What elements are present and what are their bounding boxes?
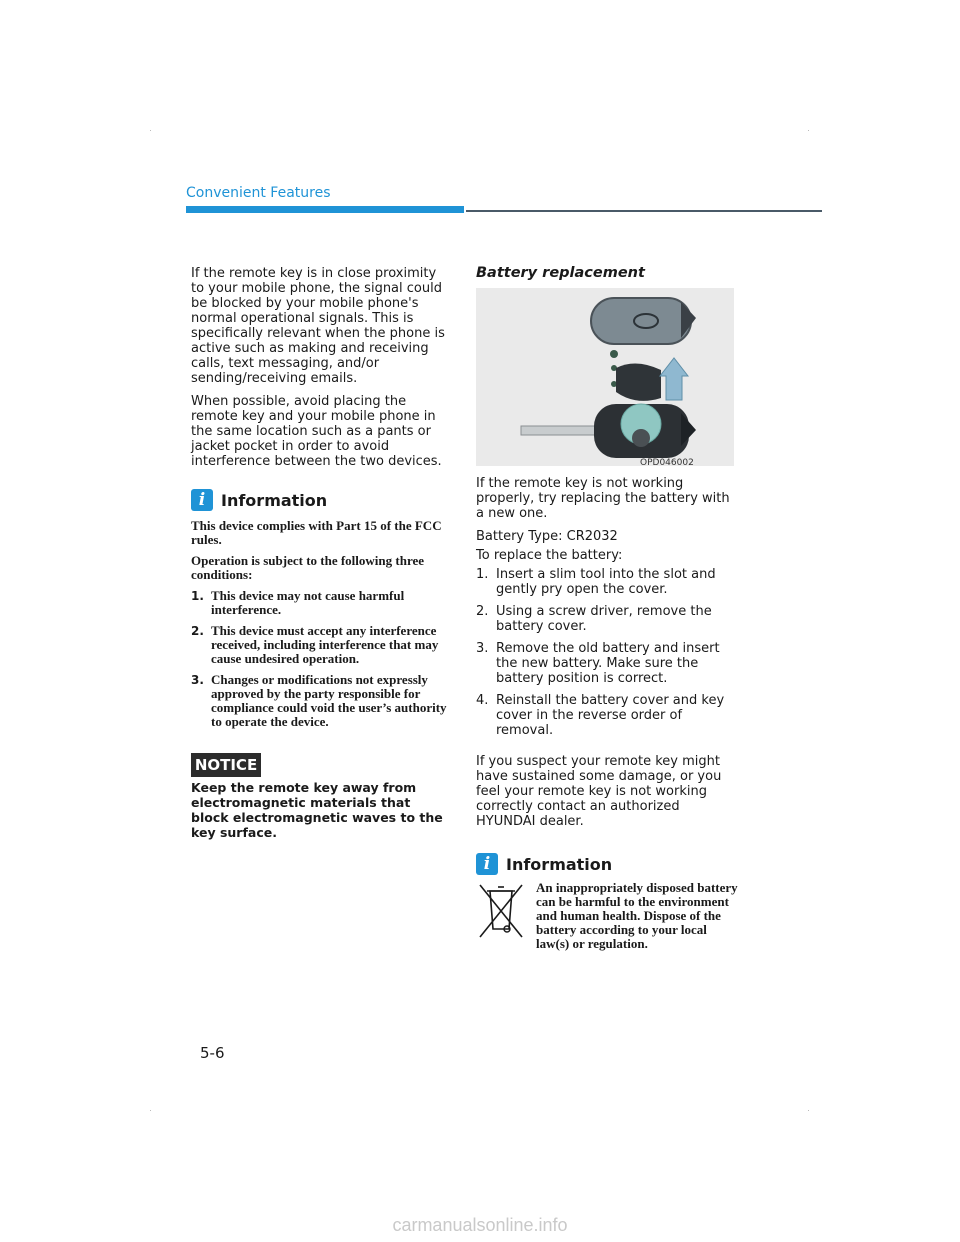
replacement-steps-list (476, 567, 738, 738)
information-heading (191, 489, 451, 511)
list-text: Reinstall the battery cover and key cover in the reverse order of removal. (496, 693, 725, 738)
registration-mark (808, 1110, 809, 1111)
list-item (476, 604, 738, 634)
registration-mark (808, 130, 809, 131)
list-number: 1. (191, 589, 204, 603)
key-disassembly-illustration (476, 288, 734, 466)
fcc-conditions-intro: Operation is subject to the following three conditions: (191, 553, 425, 582)
notice-badge: NOTICE (191, 753, 261, 777)
list-text: This device must accept any interference received, including interference that may cause undesired operation. (211, 623, 439, 666)
page-number: 5-6 (200, 1044, 225, 1062)
information-label: Information (506, 854, 613, 874)
list-number: 1. (476, 567, 489, 582)
list-number: 2. (191, 624, 204, 638)
figure-caption: OPD046002 (640, 458, 694, 468)
list-number: 4. (476, 693, 489, 708)
registration-mark (150, 130, 151, 131)
notice-text: Keep the remote key away from electromagnetic materials that block electromagnetic waves to the key surface. (191, 780, 443, 840)
list-item (191, 673, 451, 729)
section-header-title: Convenient Features (186, 185, 331, 201)
disposal-info-body (476, 881, 738, 951)
list-item (476, 693, 738, 738)
key-battery-figure (476, 288, 734, 466)
list-text: Remove the old battery and insert the new battery. Make sure the battery position is correct. (496, 641, 720, 686)
list-text: Insert a slim tool into the slot and gently pry open the cover. (496, 567, 716, 597)
paragraph-placement: When possible, avoid placing the remote key and your mobile phone in the same location such as a pants or jacket pocket in order to avoid interference between the two devices. (191, 394, 442, 469)
information-box-fcc (191, 489, 451, 729)
list-item (476, 567, 738, 597)
information-label: Information (221, 490, 328, 510)
replace-intro: To replace the battery: (476, 548, 623, 563)
list-item (476, 641, 738, 686)
list-item (191, 589, 451, 617)
list-text: This device may not cause harmful interference. (211, 588, 405, 617)
list-number: 2. (476, 604, 489, 619)
list-item (191, 624, 451, 666)
header-accent-bar (186, 206, 464, 213)
paragraph-damage: If you suspect your remote key might have sustained some damage, or you feel your remote key is not working correctly contact an authorized HYUNDAI dealer. (476, 754, 722, 829)
battery-replacement-title: Battery replacement (476, 265, 645, 281)
list-text: Changes or modifications not expressly approved by the party responsible for compliance could void the user’s authority to operate the device. (211, 672, 447, 729)
watermark: carmanualsonline.info (392, 1215, 568, 1235)
paragraph-not-working: If the remote key is not working properly, try replacing the battery with a new one. (476, 476, 730, 521)
list-number: 3. (191, 673, 204, 687)
fcc-compliance-text: This device complies with Part 15 of the FCC rules. (191, 518, 442, 547)
crossed-out-bin-icon (476, 881, 526, 941)
disposal-text: An inappropriately disposed battery can be harmful to the environment and human health. Dispose of the battery according to your local law(s) or regulation. (536, 880, 738, 951)
information-heading (476, 853, 738, 875)
right-column (476, 476, 738, 951)
left-column (191, 266, 451, 736)
info-icon: i (191, 489, 213, 511)
information-body (191, 519, 451, 729)
list-number: 3. (476, 641, 489, 656)
header-rule (466, 210, 822, 212)
paragraph-proximity: If the remote key is in close proximity to your mobile phone, the signal could be blocked by your mobile phone's normal operational signals. This is specifically relevant when the phone is active such as making and receiving calls, text messaging, and/or sending/receiving emails. (191, 266, 445, 386)
information-box-disposal (476, 853, 738, 951)
battery-type: Battery Type: CR2032 (476, 529, 618, 544)
list-text: Using a screw driver, remove the battery cover. (496, 604, 712, 634)
fcc-conditions-list (191, 589, 451, 729)
info-icon: i (476, 853, 498, 875)
registration-mark (150, 1110, 151, 1111)
